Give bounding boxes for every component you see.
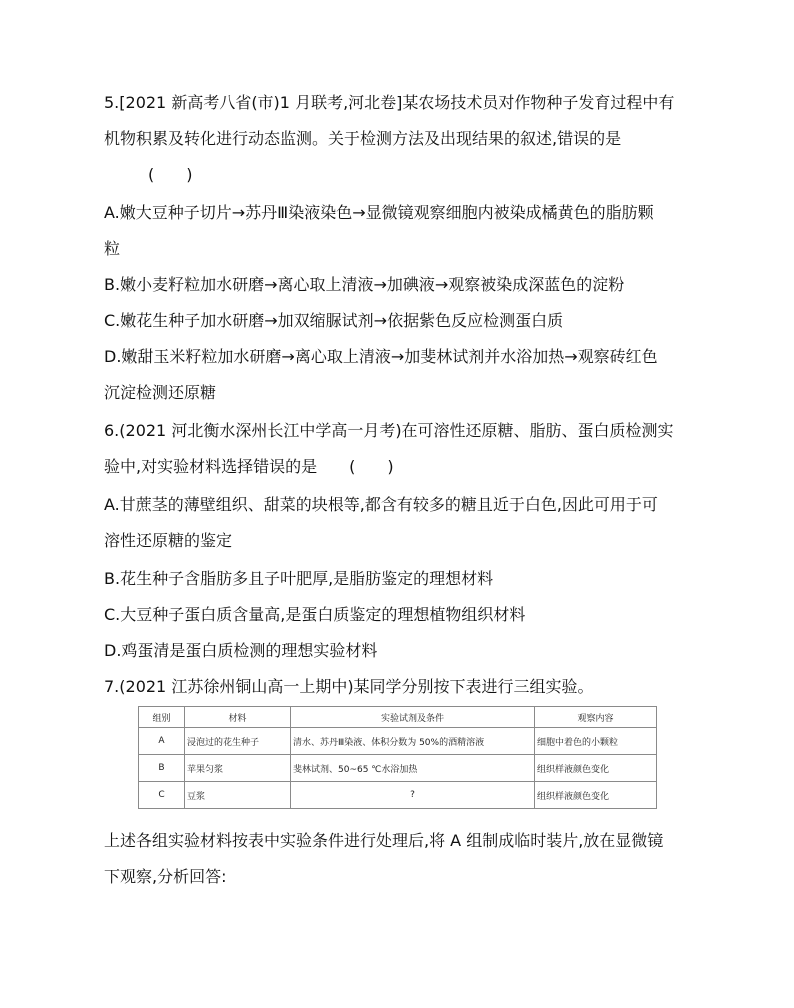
table-cell-group: A: [139, 728, 185, 755]
q5-stem-line2: 机物积累及转化进行动态监测。关于检测方法及出现结果的叙述,错误的是: [104, 129, 622, 148]
q6-option-d: D.鸡蛋清是蛋白质检测的理想实验材料: [104, 641, 378, 660]
table-header-row: [139, 707, 657, 728]
q5-option-b: B.嫩小麦籽粒加水研磨→离心取上清液→加碘液→观察被染成深蓝色的淀粉: [104, 275, 625, 294]
table-cell-group: B: [139, 755, 185, 782]
table-header-cell: 实验试剂及条件: [291, 707, 535, 728]
q5-option-d-line1: D.嫩甜玉米籽粒加水研磨→离心取上清液→加斐林试剂并水浴加热→观察砖红色: [104, 347, 658, 366]
table-cell-material: 豆浆: [185, 782, 291, 809]
q5-answer-blank: ( ): [148, 165, 193, 184]
table-cell-observation: 组织样液颜色变化: [535, 755, 657, 782]
table-cell-reagent: ?: [291, 782, 535, 809]
table-cell-material: 浸泡过的花生种子: [185, 728, 291, 755]
table-cell-reagent: 斐林试剂、50~65 ℃水浴加热: [291, 755, 535, 782]
table-cell-observation: 组织样液颜色变化: [535, 782, 657, 809]
table-row: [139, 755, 657, 782]
table-cell-observation: 细胞中着色的小颗粒: [535, 728, 657, 755]
q6-option-a-line1: A.甘蔗茎的薄壁组织、甜菜的块根等,都含有较多的糖且近于白色,因此可用于可: [104, 495, 658, 514]
q6-option-b: B.花生种子含脂肪多且子叶肥厚,是脂肪鉴定的理想材料: [104, 569, 494, 588]
q7-after-line1: 上述各组实验材料按表中实验条件进行处理后,将 A 组制成临时装片,放在显微镜: [104, 831, 664, 850]
q6-stem-line2: 验中,对实验材料选择错误的是 ( ): [104, 457, 394, 476]
table-cell-reagent: 清水、苏丹Ⅲ染液、体积分数为 50%的酒精溶液: [291, 728, 535, 755]
experiment-table: [138, 706, 657, 809]
q5-stem-line1: 5.[2021 新高考八省(市)1 月联考,河北卷]某农场技术员对作物种子发育过程中有: [104, 93, 675, 112]
table-header-cell: 材料: [185, 707, 291, 728]
q7-after-line2: 下观察,分析回答:: [104, 867, 227, 886]
table-header-cell: 组别: [139, 707, 185, 728]
q5-option-c: C.嫩花生种子加水研磨→加双缩脲试剂→依据紫色反应检测蛋白质: [104, 311, 564, 330]
table-header-cell: 观察内容: [535, 707, 657, 728]
table-cell-group: C: [139, 782, 185, 809]
q6-option-c: C.大豆种子蛋白质含量高,是蛋白质鉴定的理想植物组织材料: [104, 605, 526, 624]
table-row: [139, 782, 657, 809]
q5-option-a-line1: A.嫩大豆种子切片→苏丹Ⅲ染液染色→显微镜观察细胞内被染成橘黄色的脂肪颗: [104, 203, 654, 222]
table-cell-material: 苹果匀浆: [185, 755, 291, 782]
q5-option-a-line2: 粒: [104, 239, 121, 258]
q7-stem: 7.(2021 江苏徐州铜山高一上期中)某同学分别按下表进行三组实验。: [104, 677, 594, 696]
q6-stem-line1: 6.(2021 河北衡水深州长江中学高一月考)在可溶性还原糖、脂肪、蛋白质检测实: [104, 421, 674, 440]
q6-option-a-line2: 溶性还原糖的鉴定: [104, 531, 233, 550]
q5-option-d-line2: 沉淀检测还原糖: [104, 383, 217, 402]
table-row: [139, 728, 657, 755]
